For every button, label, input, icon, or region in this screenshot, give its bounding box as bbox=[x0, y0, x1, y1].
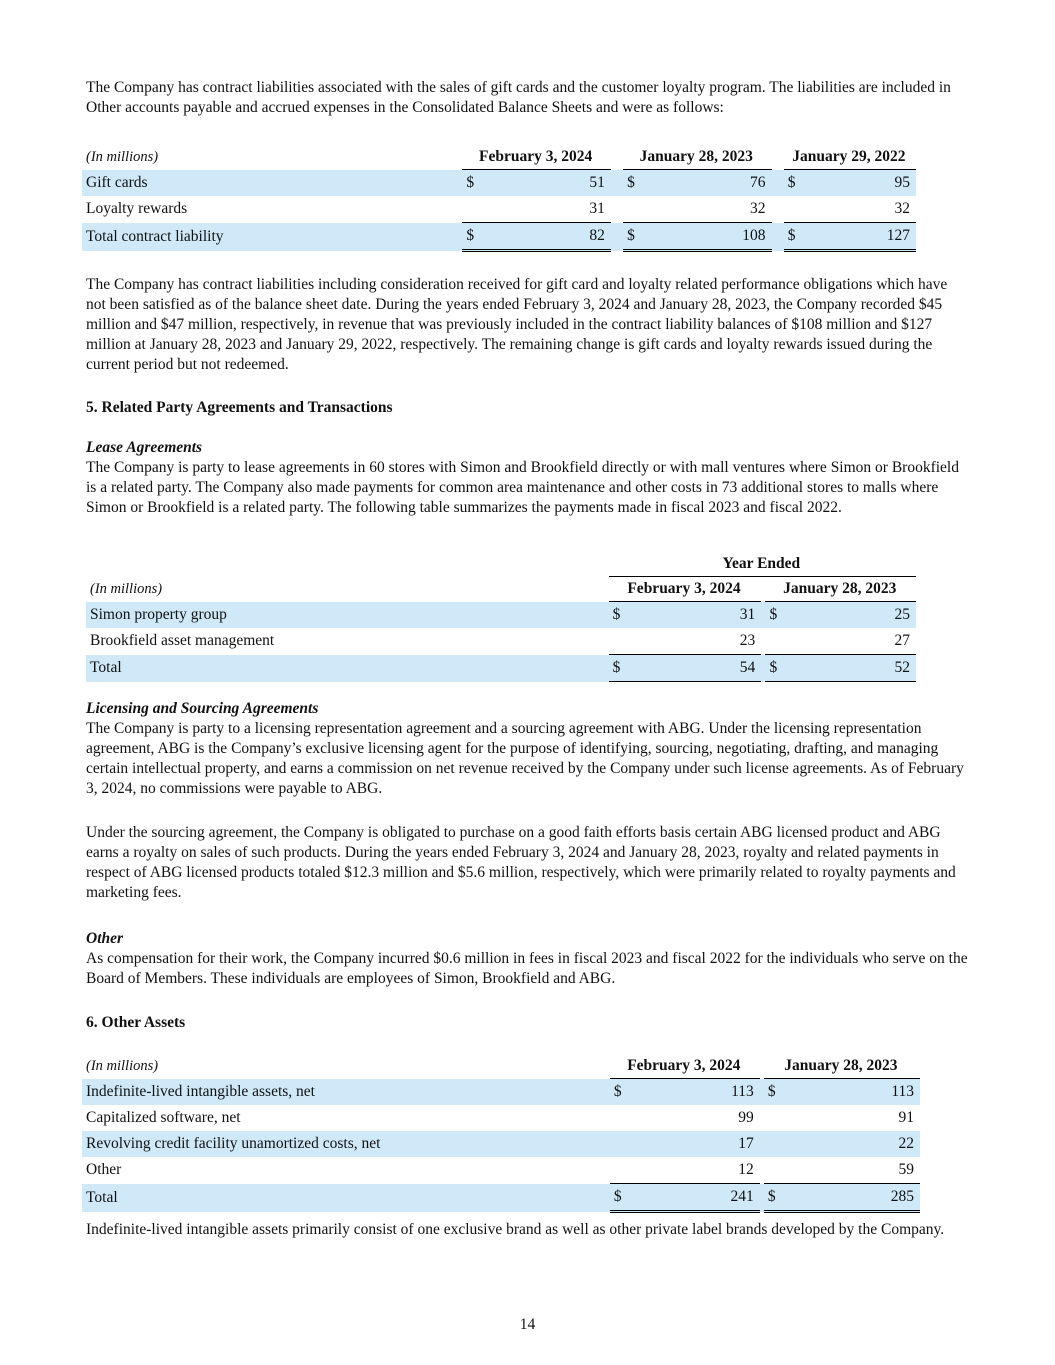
table-row bbox=[86, 628, 916, 655]
column-header: January 28, 2023 bbox=[623, 145, 771, 170]
subsection-title: Other bbox=[86, 930, 124, 947]
column-header: February 3, 2024 bbox=[462, 145, 610, 170]
cell-value: 17 bbox=[634, 1131, 759, 1157]
column-header: February 3, 2024 bbox=[609, 577, 762, 602]
currency-symbol: $ bbox=[623, 223, 647, 251]
currency-symbol: $ bbox=[610, 1184, 635, 1212]
cell-value: 31 bbox=[589, 200, 605, 217]
row-label: Total bbox=[82, 1184, 610, 1212]
row-label: Brookfield asset management bbox=[90, 632, 275, 650]
cell-value: 76 bbox=[647, 170, 771, 197]
currency-symbol: $ bbox=[462, 170, 486, 197]
table-row bbox=[82, 1079, 920, 1106]
row-label: Other bbox=[86, 1161, 122, 1179]
cell-value: 99 bbox=[738, 1109, 754, 1126]
contract-liabilities-detail: The Company has contract liabilities including consideration received for gift card and loyalty related performance obligations which have not been satisfied as of the balance sheet date. During the years ended February 3, 2024 and January 28, 2023, the Company recorded $45 million and $47 million, respectively, in revenue that was previously included in the contract liability balances of $108 million and $127 million at January 28, 2023 and January 29, 2022, respectively. The remaining change is gift cards and loyalty rewards issued during the current period but not redeemed. bbox=[86, 276, 948, 373]
table-row bbox=[86, 655, 916, 682]
table-row bbox=[86, 602, 916, 629]
cell-value: 31 bbox=[634, 602, 762, 629]
intangible-assets-note: Indefinite-lived intangible assets primarily consist of one exclusive brand as well as other private label brands developed by the Company. bbox=[86, 1221, 945, 1238]
column-super-header: Year Ended bbox=[609, 552, 916, 577]
row-label: Total bbox=[86, 655, 609, 682]
cell-value: 113 bbox=[634, 1079, 759, 1106]
table-row bbox=[82, 1105, 920, 1131]
cell-value: 127 bbox=[808, 223, 916, 251]
cell-value: 51 bbox=[487, 170, 611, 197]
column-header: January 28, 2023 bbox=[765, 577, 916, 602]
other-assets-table bbox=[82, 1054, 920, 1213]
currency-symbol: $ bbox=[764, 1184, 789, 1212]
cell-value: 108 bbox=[647, 223, 771, 251]
table-unit-label: (In millions) bbox=[86, 1057, 159, 1074]
cell-value: 95 bbox=[808, 170, 916, 197]
sourcing-text: Under the sourcing agreement, the Company is obligated to purchase on a good faith efforts basis certain ABG licensed product and ABG earns a royalty on sales of such products. During the years ended February 3, 2024 and January 28, 2023, royalty and related payments in respect of ABG licensed products totaled $12.3 million and $5.6 million, respectively, which were primarily related to royalty payments and marketing fees. bbox=[86, 824, 956, 901]
currency-symbol: $ bbox=[764, 1079, 789, 1106]
cell-value: 32 bbox=[894, 200, 910, 217]
column-header: January 29, 2022 bbox=[784, 145, 916, 170]
cell-value: 22 bbox=[789, 1131, 921, 1157]
column-header: January 28, 2023 bbox=[784, 1057, 898, 1074]
cell-value: 91 bbox=[898, 1109, 914, 1126]
table-row bbox=[82, 1184, 920, 1212]
cell-value: 27 bbox=[894, 632, 910, 649]
currency-symbol: $ bbox=[765, 655, 790, 682]
row-label: Indefinite-lived intangible assets, net bbox=[82, 1079, 610, 1106]
currency-symbol: $ bbox=[609, 655, 634, 682]
currency-symbol: $ bbox=[609, 602, 634, 629]
currency-symbol: $ bbox=[623, 170, 647, 197]
section-heading: 5. Related Party Agreements and Transactions bbox=[86, 399, 393, 416]
page-number: 14 bbox=[519, 1316, 536, 1333]
subsection-title: Licensing and Sourcing Agreements bbox=[86, 700, 319, 717]
currency-symbol: $ bbox=[462, 223, 486, 251]
table-row bbox=[82, 223, 916, 251]
contract-liabilities-intro: The Company has contract liabilities associated with the sales of gift cards and the customer loyalty program. The liabilities are included in Other accounts payable and accrued expenses in the Consolidated Balance Sheets and were as follows: bbox=[86, 79, 951, 116]
row-label: Loyalty rewards bbox=[86, 200, 188, 218]
related-party-payments-table bbox=[86, 552, 916, 682]
table-row bbox=[82, 170, 916, 197]
currency-symbol: $ bbox=[784, 170, 808, 197]
column-header: February 3, 2024 bbox=[627, 1057, 741, 1074]
cell-value: 12 bbox=[738, 1161, 754, 1178]
row-label: Total contract liability bbox=[82, 223, 462, 251]
table-row bbox=[82, 196, 916, 223]
lease-agreements-text: The Company is party to lease agreements in 60 stores with Simon and Brookfield directly or with mall ventures where Simon or Brookfield is a related party. The Company also made payments for common area maintenance and other costs in 73 additional stores to malls where Simon or Brookfield is a related party. The following table summarizes the payments made in fiscal 2023 and fiscal 2022. bbox=[86, 459, 959, 516]
contract-liability-table bbox=[82, 145, 916, 252]
table-row bbox=[82, 1131, 920, 1157]
other-text: As compensation for their work, the Company incurred $0.6 million in fees in fiscal 2023 and fiscal 2022 for the individuals who serve on the Board of Members. These individuals are employees of Simon, Brookfield and ABG. bbox=[86, 950, 968, 987]
subsection-title: Lease Agreements bbox=[86, 439, 203, 456]
currency-symbol: $ bbox=[765, 602, 790, 629]
section-heading: 6. Other Assets bbox=[86, 1014, 186, 1031]
row-label: Revolving credit facility unamortized costs, net bbox=[82, 1131, 610, 1157]
cell-value: 32 bbox=[750, 200, 766, 217]
cell-value: 241 bbox=[634, 1184, 759, 1212]
table-unit-label: (In millions) bbox=[90, 580, 163, 597]
currency-symbol: $ bbox=[784, 223, 808, 251]
table-row bbox=[82, 1157, 920, 1184]
licensing-text: The Company is party to a licensing representation agreement and a sourcing agreement with ABG. Under the licensing representation agreement, ABG is the Company’s exclusive licensing agent for the purpose of identifying, sourcing, negotiating, drafting, and managing certain intellectual property, and earns a commission on net revenue received by the Company under such license agreements. As of February 3, 2024, no commissions were payable to ABG. bbox=[86, 720, 964, 797]
row-label: Gift cards bbox=[82, 170, 462, 197]
cell-value: 25 bbox=[791, 602, 916, 629]
cell-value: 59 bbox=[898, 1161, 914, 1178]
cell-value: 113 bbox=[789, 1079, 921, 1106]
cell-value: 82 bbox=[487, 223, 611, 251]
row-label: Capitalized software, net bbox=[86, 1109, 241, 1126]
currency-symbol: $ bbox=[610, 1079, 635, 1106]
cell-value: 54 bbox=[634, 655, 762, 682]
cell-value: 52 bbox=[791, 655, 916, 682]
cell-value: 285 bbox=[789, 1184, 921, 1212]
row-label: Simon property group bbox=[86, 602, 609, 629]
table-unit-label: (In millions) bbox=[86, 148, 159, 165]
cell-value: 23 bbox=[739, 632, 756, 649]
